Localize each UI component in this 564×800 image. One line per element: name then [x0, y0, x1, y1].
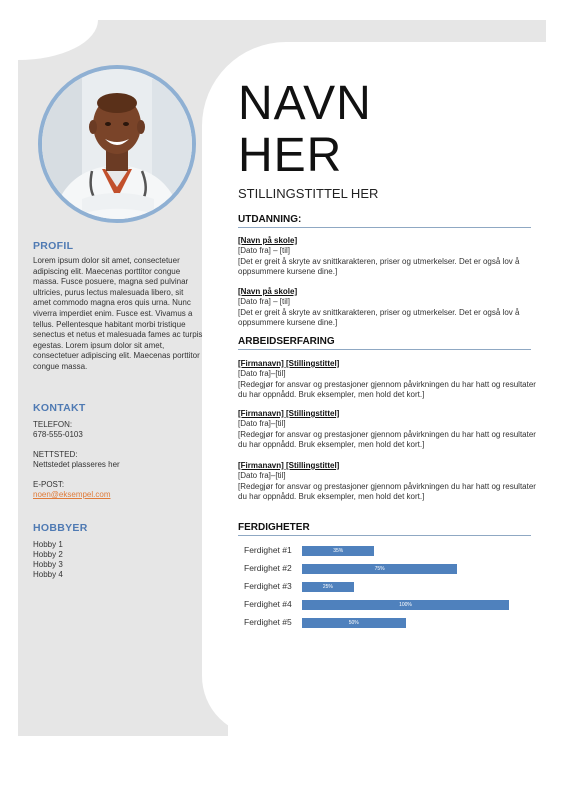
company-role: [Firmanavn] [Stillingstittel] — [238, 409, 340, 418]
education-description: [Det er greit å skryte av snittkarakteren, priser og utmerkelser. Det er også lov å oppsummere kursene dine.] — [238, 256, 520, 277]
experience-dates: [Dato fra]–[til] — [238, 471, 286, 481]
skill-row — [244, 581, 524, 593]
profile-text: Lorem ipsum dolor sit amet, consectetuer adipiscing elit. Maecenas porttitor congue massa. Fusce posuere, magna sed pulvinar ultricies, purus lectus malesuada libero, sit amet commodo magna eros quis urna. Nunc viverra imperdiet enim. Fusce est. Vivamus a tellus. Pellentesque habitant morbi tristique senectus et netus et malesuada fames ac turpis egestas. Lorem ipsum dolor sit amet, consectetuer adipiscing elit. Maecenas porttitor congue massa. — [33, 256, 203, 371]
email-link[interactable]: noen@eksempel.com — [33, 490, 111, 499]
education-entry — [238, 287, 538, 329]
experience-description: [Redegjør for ansvar og prestasjoner gjennom påvirkningen du har hatt og resultater du har oppnådd. Bruk eksempler, men hold det kort.] — [238, 429, 536, 450]
experience-dates: [Dato fra]–[til] — [238, 369, 286, 379]
skill-percent: 100% — [399, 602, 412, 608]
contact-section-title: KONTAKT — [33, 402, 86, 414]
phone-label: TELEFON: — [33, 420, 73, 429]
skill-row — [244, 545, 524, 557]
experience-description: [Redegjør for ansvar og prestasjoner gjennom påvirkningen du har hatt og resultater du har oppnådd. Bruk eksempler, men hold det kort.] — [238, 481, 536, 502]
skill-label: Ferdighet #1 — [244, 545, 292, 555]
education-description: [Det er greit å skryte av snittkarakteren, priser og utmerkelser. Det er også lov å oppsummere kursene dine.] — [238, 307, 520, 328]
hobby-item: Hobby 2 — [33, 550, 63, 559]
hobby-item: Hobby 1 — [33, 540, 63, 549]
experience-entry — [238, 359, 538, 401]
phone-value: 678-555-0103 — [33, 430, 83, 439]
profile-photo — [38, 65, 196, 223]
website-value: Nettstedet plasseres her — [33, 460, 120, 469]
skill-label: Ferdighet #3 — [244, 581, 292, 591]
hobby-item: Hobby 4 — [33, 570, 63, 579]
skill-bar — [302, 546, 374, 556]
profile-section-title: PROFIL — [33, 240, 74, 252]
name-line-2: HER — [238, 129, 343, 182]
education-dates: [Dato fra] – [til] — [238, 297, 291, 307]
skill-bar — [302, 564, 457, 574]
skill-label: Ferdighet #5 — [244, 617, 292, 627]
experience-section-title: ARBEIDSERFARING — [238, 336, 531, 350]
skill-bar — [302, 600, 509, 610]
experience-entry — [238, 409, 538, 451]
education-section-title: UTDANNING: — [238, 214, 531, 228]
skill-row — [244, 563, 524, 575]
job-title: STILLINGSTITTEL HER — [238, 186, 379, 201]
name-line-1: NAVN — [238, 77, 372, 130]
hobby-item: Hobby 3 — [33, 560, 63, 569]
school-name: [Navn på skole] — [238, 287, 298, 296]
company-role: [Firmanavn] [Stillingstittel] — [238, 359, 340, 368]
experience-description: [Redegjør for ansvar og prestasjoner gjennom påvirkningen du har hatt og resultater du har oppnådd. Bruk eksempler, men hold det kort.] — [238, 379, 536, 400]
person-photo-icon — [42, 69, 192, 219]
hobbies-section-title: HOBBYER — [33, 522, 88, 534]
skill-label: Ferdighet #4 — [244, 599, 292, 609]
experience-dates: [Dato fra]–[til] — [238, 419, 286, 429]
education-entry — [238, 236, 538, 278]
skill-row — [244, 599, 524, 611]
skills-section-title: FERDIGHETER — [238, 522, 531, 536]
skill-row — [244, 617, 524, 629]
email-label: E-POST: — [33, 480, 65, 489]
skill-percent: 25% — [322, 584, 333, 590]
website-label: NETTSTED: — [33, 450, 78, 459]
skill-label: Ferdighet #2 — [244, 563, 292, 573]
school-name: [Navn på skole] — [238, 236, 298, 245]
experience-entry — [238, 461, 538, 503]
education-dates: [Dato fra] – [til] — [238, 246, 291, 256]
candidate-name — [238, 78, 372, 182]
company-role: [Firmanavn] [Stillingstittel] — [238, 461, 340, 470]
skill-bar — [302, 618, 406, 628]
skill-percent: 75% — [374, 566, 385, 572]
skill-percent: 35% — [333, 548, 344, 554]
skill-percent: 50% — [348, 620, 359, 626]
skill-bar — [302, 582, 354, 592]
